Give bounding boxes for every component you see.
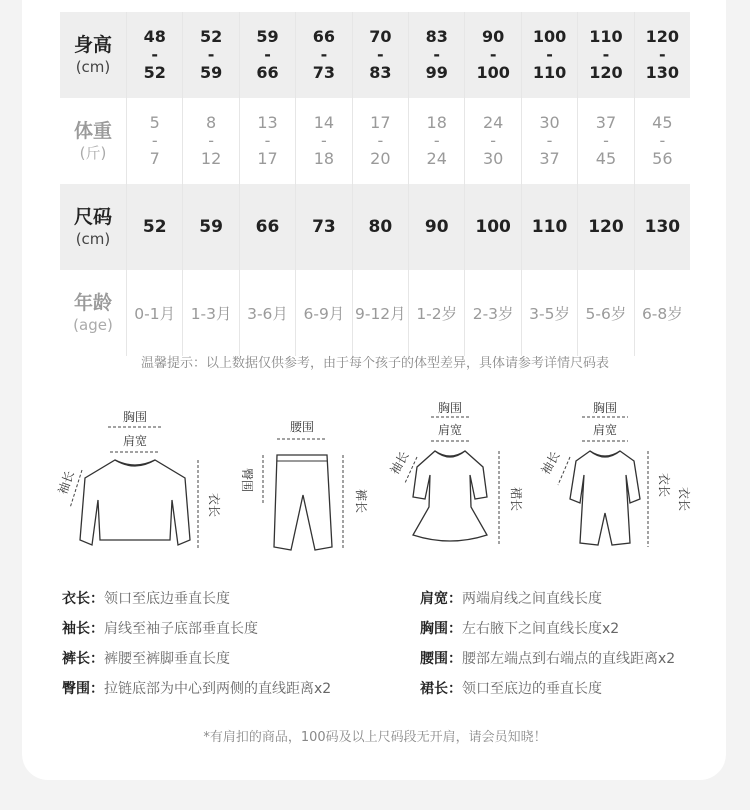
top-sleeve-label: 袖长 xyxy=(55,468,77,497)
weight-max: 30 xyxy=(482,149,504,168)
range-dash: - xyxy=(659,131,666,150)
height-min: 83 xyxy=(425,27,448,46)
definition-desc: 领口至底边的垂直长度 xyxy=(462,681,602,697)
range-dash: - xyxy=(377,45,384,64)
weight-min: 14 xyxy=(313,113,335,132)
range-dash: - xyxy=(546,131,553,150)
height-min: 66 xyxy=(312,27,336,46)
definition-sep: ： xyxy=(90,621,104,637)
age-cell: 5-6岁 xyxy=(578,270,634,356)
top-length-label: 衣长 xyxy=(207,492,221,518)
romper-sleeve-label: 袖长 xyxy=(538,449,563,477)
weight-cell xyxy=(465,98,521,184)
weight-min: 30 xyxy=(539,113,560,132)
height-min: 52 xyxy=(199,27,223,46)
weight-cell xyxy=(353,98,409,184)
range-dash: - xyxy=(659,45,666,64)
size-cell: 90 xyxy=(409,184,465,270)
age-cell: 6-8岁 xyxy=(641,305,683,323)
height-row xyxy=(60,12,690,98)
definition-key: 衣长 xyxy=(62,591,90,607)
size-cell: 100 xyxy=(465,184,521,270)
height-cell xyxy=(522,12,578,98)
definition-item xyxy=(420,584,675,614)
definition-key: 臀围 xyxy=(62,681,90,697)
dress-shoulder-label: 肩宽 xyxy=(437,423,463,437)
dress-diagram xyxy=(375,395,525,560)
definition-key: 腰围 xyxy=(420,651,448,667)
romper-diagram xyxy=(530,395,695,560)
weight-cell xyxy=(183,98,239,184)
height-cell xyxy=(127,12,183,98)
definition-item xyxy=(420,674,675,704)
age-row xyxy=(60,270,690,356)
height-min: 110 xyxy=(589,27,623,46)
size-unit: (cm) xyxy=(75,230,111,248)
weight-max: 17 xyxy=(257,149,278,168)
age-label: 年龄 xyxy=(73,292,112,314)
romper-chest-side-label: 衣长 xyxy=(657,472,671,498)
height-cell xyxy=(353,12,409,98)
range-dash: - xyxy=(207,45,215,64)
range-dash: - xyxy=(208,131,214,150)
range-dash: - xyxy=(151,45,159,64)
height-cell xyxy=(409,12,465,98)
height-cell xyxy=(465,12,521,98)
age-cell: 1-2岁 xyxy=(409,270,465,356)
age-row-label xyxy=(60,270,127,356)
height-max: 59 xyxy=(199,63,223,82)
range-dash: - xyxy=(433,45,441,64)
definition-key: 裤长 xyxy=(62,651,90,667)
definition-item xyxy=(62,584,331,614)
weight-min: 5 xyxy=(149,113,160,132)
height-max: 73 xyxy=(312,63,336,82)
height-cell xyxy=(296,12,352,98)
height-max: 130 xyxy=(645,63,680,82)
top-garment-outline xyxy=(80,460,190,545)
weight-max: 56 xyxy=(652,149,673,168)
weight-cell xyxy=(409,98,465,184)
height-min: 70 xyxy=(369,27,392,46)
weight-min: 13 xyxy=(257,113,278,132)
definition-desc: 两端肩线之间直线长度 xyxy=(462,591,602,607)
range-dash: - xyxy=(377,131,384,150)
weight-row xyxy=(60,98,690,184)
weight-min: 18 xyxy=(426,113,447,132)
pants-outline xyxy=(274,455,332,550)
romper-sleeve-line xyxy=(558,457,570,485)
range-dash: - xyxy=(603,131,609,150)
range-dash: - xyxy=(321,131,327,150)
size-cell: 52 xyxy=(127,184,183,270)
weight-min: 8 xyxy=(206,113,217,132)
weight-max: 7 xyxy=(149,149,160,168)
height-max: 99 xyxy=(425,63,448,82)
weight-max: 18 xyxy=(313,149,335,168)
size-cell: 120 xyxy=(578,184,634,270)
age-cell: 2-3岁 xyxy=(465,270,521,356)
shoulder-button-note: *有肩扣的商品，100码及以上尺码段无开肩，请会员知晓！ xyxy=(203,730,547,745)
size-row-label xyxy=(60,184,127,270)
range-dash: - xyxy=(151,131,158,150)
height-min: 90 xyxy=(482,27,505,46)
weight-cell xyxy=(522,98,578,184)
definition-item xyxy=(420,644,675,674)
weight-cell xyxy=(578,98,634,184)
weight-min: 37 xyxy=(595,113,617,132)
age-cell: 1-3月 xyxy=(183,270,239,356)
height-unit: (cm) xyxy=(75,58,111,76)
size-cell: 110 xyxy=(522,184,578,270)
height-min: 59 xyxy=(256,27,279,46)
size-cell: 130 xyxy=(644,217,681,237)
pants-hip-label: 臀围 xyxy=(240,467,254,493)
weight-unit: (斤) xyxy=(79,144,107,162)
size-cell: 59 xyxy=(183,184,239,270)
weight-max: 24 xyxy=(426,149,447,168)
definition-sep: ： xyxy=(448,621,462,637)
height-min: 120 xyxy=(645,27,680,46)
definition-sep: ： xyxy=(448,681,462,697)
height-max: 110 xyxy=(532,63,567,82)
height-max: 66 xyxy=(256,63,279,82)
age-cell: 0-1月 xyxy=(127,270,183,356)
definition-sep: ： xyxy=(90,591,104,607)
definition-item xyxy=(62,644,331,674)
dress-outline xyxy=(413,451,487,541)
size-cell: 66 xyxy=(240,184,296,270)
definition-item xyxy=(62,674,331,704)
pants-waist-label: 腰围 xyxy=(289,420,315,434)
weight-min: 45 xyxy=(652,113,673,132)
pants-length-label: 裤长 xyxy=(354,488,368,514)
height-cell xyxy=(578,12,634,98)
definition-item xyxy=(420,614,675,644)
height-max: 100 xyxy=(476,63,510,82)
definition-sep: ： xyxy=(90,651,104,667)
range-dash: - xyxy=(264,131,271,150)
weight-max: 37 xyxy=(539,149,560,168)
height-cell xyxy=(240,12,296,98)
age-cell: 3-5岁 xyxy=(522,270,578,356)
range-dash: - xyxy=(546,45,553,64)
age-unit: (age) xyxy=(73,316,113,334)
size-row xyxy=(60,184,690,270)
definition-desc: 腰部左端点到右端点的直线距离x2 xyxy=(462,651,676,667)
range-dash: - xyxy=(264,45,271,64)
age-cell: 6-9月 xyxy=(296,270,352,356)
definition-key: 裙长 xyxy=(420,681,448,697)
romper-length-label: 衣长 xyxy=(677,486,691,512)
definition-desc: 左右腋下之间直线长度x2 xyxy=(462,621,620,637)
height-max: 120 xyxy=(589,63,623,82)
range-dash: - xyxy=(602,45,610,64)
definition-key: 袖长 xyxy=(62,621,90,637)
definition-key: 肩宽 xyxy=(420,591,448,607)
weight-label: 体重 xyxy=(73,120,112,142)
dress-chest-label: 胸围 xyxy=(437,401,463,415)
range-dash: - xyxy=(433,131,440,150)
romper-chest-label: 胸围 xyxy=(592,401,618,415)
weight-cell xyxy=(296,98,352,184)
dress-sleeve-label: 袖长 xyxy=(387,449,412,477)
definition-sep: ： xyxy=(90,681,104,697)
definitions-right xyxy=(420,584,675,704)
range-dash: - xyxy=(489,45,497,64)
dress-skirt-label: 裙长 xyxy=(509,486,523,512)
height-min: 100 xyxy=(532,27,567,46)
romper-shoulder-label: 肩宽 xyxy=(592,423,618,437)
size-table xyxy=(60,12,690,356)
definition-key: 胸围 xyxy=(420,621,448,637)
top-shoulder-label: 肩宽 xyxy=(122,434,148,448)
definition-desc: 拉链底部为中心到两侧的直线距离x2 xyxy=(104,681,332,697)
range-dash: - xyxy=(320,45,328,64)
definition-desc: 领口至底边垂直长度 xyxy=(104,591,230,607)
definition-desc: 裤腰至裤脚垂直长度 xyxy=(104,651,230,667)
definitions-left xyxy=(62,584,331,704)
age-cell: 9-12月 xyxy=(353,270,409,356)
size-tip: 温馨提示：以上数据仅供参考，由于每个孩子的体型差异，具体请参考详情尺码表 xyxy=(140,356,609,371)
height-max: 52 xyxy=(143,63,166,82)
height-cell xyxy=(635,12,690,98)
height-min: 48 xyxy=(143,27,166,46)
weight-min: 17 xyxy=(370,113,391,132)
weight-cell xyxy=(127,98,183,184)
romper-outline xyxy=(570,451,640,545)
weight-max: 20 xyxy=(370,149,391,168)
weight-cell xyxy=(635,98,690,184)
height-row-label xyxy=(60,12,127,98)
size-label: 尺码 xyxy=(73,206,112,228)
range-dash: - xyxy=(490,131,497,150)
weight-row-label xyxy=(60,98,127,184)
height-label: 身高 xyxy=(73,34,112,56)
weight-max: 45 xyxy=(595,149,617,168)
pants-diagram xyxy=(225,415,375,560)
height-cell xyxy=(183,12,239,98)
weight-min: 24 xyxy=(482,113,504,132)
weight-cell xyxy=(240,98,296,184)
size-cell: 80 xyxy=(353,184,409,270)
age-cell: 3-6月 xyxy=(240,270,296,356)
height-max: 83 xyxy=(369,63,392,82)
definition-sep: ： xyxy=(448,651,462,667)
size-cell: 73 xyxy=(296,184,352,270)
definition-item xyxy=(62,614,331,644)
top-chest-label: 胸围 xyxy=(122,410,148,424)
definition-sep: ： xyxy=(448,591,462,607)
weight-max: 12 xyxy=(200,149,222,168)
definition-desc: 肩线至袖子底部垂直长度 xyxy=(104,621,258,637)
top-diagram xyxy=(55,400,230,560)
